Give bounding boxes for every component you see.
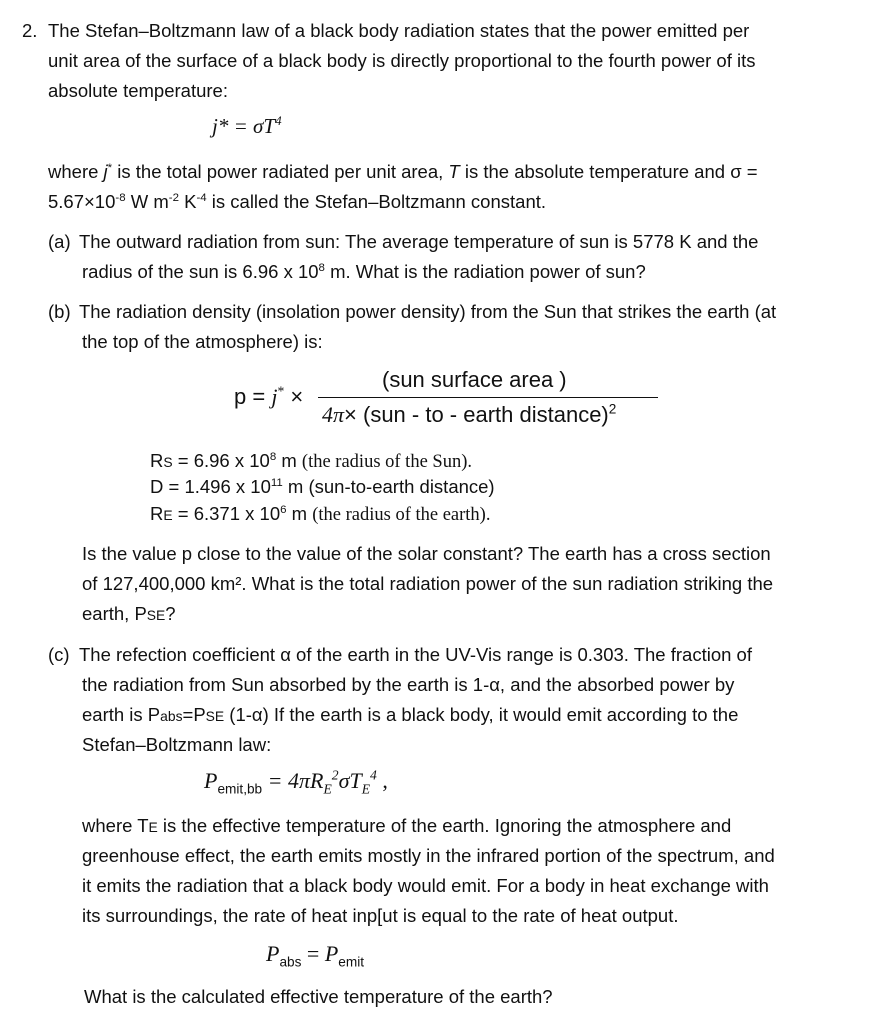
balance-equation: $P_{abs} = P_{emit}$ — [266, 941, 365, 970]
part-c-line-4: Stefan–Boltzmann law: — [82, 734, 272, 755]
part-a-line-2: radius of the sun is 6.96 x $10^8$ m. What is the radiation power of sun? — [82, 261, 646, 282]
formula-denominator: 4π× (sun - to - earth distance)$^2$ — [322, 401, 617, 427]
intro-line-2: unit area of the surface of a black body is directly proportional to the fourth power of its — [48, 50, 756, 71]
fraction-bar — [318, 397, 658, 398]
problem-number: 2. — [22, 20, 38, 41]
formula-numerator: (sun surface area ) — [382, 367, 567, 392]
part-b-question-1: Is the value p close to the value of the solar constant? The earth has a cross section — [82, 543, 771, 564]
part-b-line-2: the top of the atmosphere) is: — [82, 331, 323, 352]
param-rs: RS = 6.96 x $10^8$ m (the radius of the Sun). — [150, 450, 472, 472]
part-c-label: (c) — [48, 644, 70, 665]
param-re: RE = 6.371 x $10^6$ m (the radius of the earth). — [150, 503, 491, 525]
final-question: What is the calculated effective temperature of the earth? — [84, 986, 553, 1007]
part-c-line-1: The refection coefficient α of the earth in the UV-Vis range is 0.303. The fraction of — [79, 644, 752, 665]
part-c-after-2: greenhouse effect, the earth emits mostly in the infrared portion of the spectrum, and — [82, 845, 775, 866]
part-b-line-1: The radiation density (insolation power density) from the Sun that strikes the earth (at — [79, 301, 777, 322]
intro-line-1: The Stefan–Boltzmann law of a black body radiation states that the power emitted per — [48, 20, 750, 41]
where-line-1: where j* is the total power radiated per unit area, T is the absolute temperature and σ = — [48, 161, 758, 182]
emit-equation: $P_{emit,bb} = 4\pi R_E^2\sigma T_E^4$ , — [204, 767, 388, 797]
part-c-after-1: where TE is the effective temperature of the earth. Ignoring the atmosphere and — [82, 815, 732, 836]
part-b-question-3: earth, PSE? — [82, 603, 176, 624]
part-c-after-4: its surroundings, the rate of heat inp[ut is equal to the rate of heat output. — [82, 905, 679, 926]
part-a-line-1: The outward radiation from sun: The average temperature of sun is 5778 K and the — [79, 231, 759, 252]
where-line-2: $5.67\times 10^{-8}$ W $m^{-2}$ $K^{-4}$ is called the Stefan–Boltzmann constant. — [48, 191, 547, 212]
part-c-line-2: the radiation from Sun absorbed by the earth is 1-α, and the absorbed power by — [82, 674, 735, 695]
part-b-label: (b) — [48, 301, 71, 322]
intro-line-3: absolute temperature: — [48, 80, 228, 101]
part-b-question-2: of 127,400,000 km². What is the total radiation power of the sun radiation striking the — [82, 573, 774, 594]
stefan-boltzmann-equation: $j* = \sigma T^4$ — [212, 113, 282, 138]
formula-lhs: p = j* × — [234, 383, 304, 409]
part-c-line-3: earth is Pabs=PSE (1-α) If the earth is a black body, it would emit according to the — [82, 704, 739, 725]
part-c-after-3: it emits the radiation that a black body would emit. For a body in heat exchange with — [82, 875, 769, 896]
part-a-label: (a) — [48, 231, 71, 252]
param-d: D = 1.496 x $10^{11}$ m (sun-to-earth distance) — [150, 476, 495, 497]
